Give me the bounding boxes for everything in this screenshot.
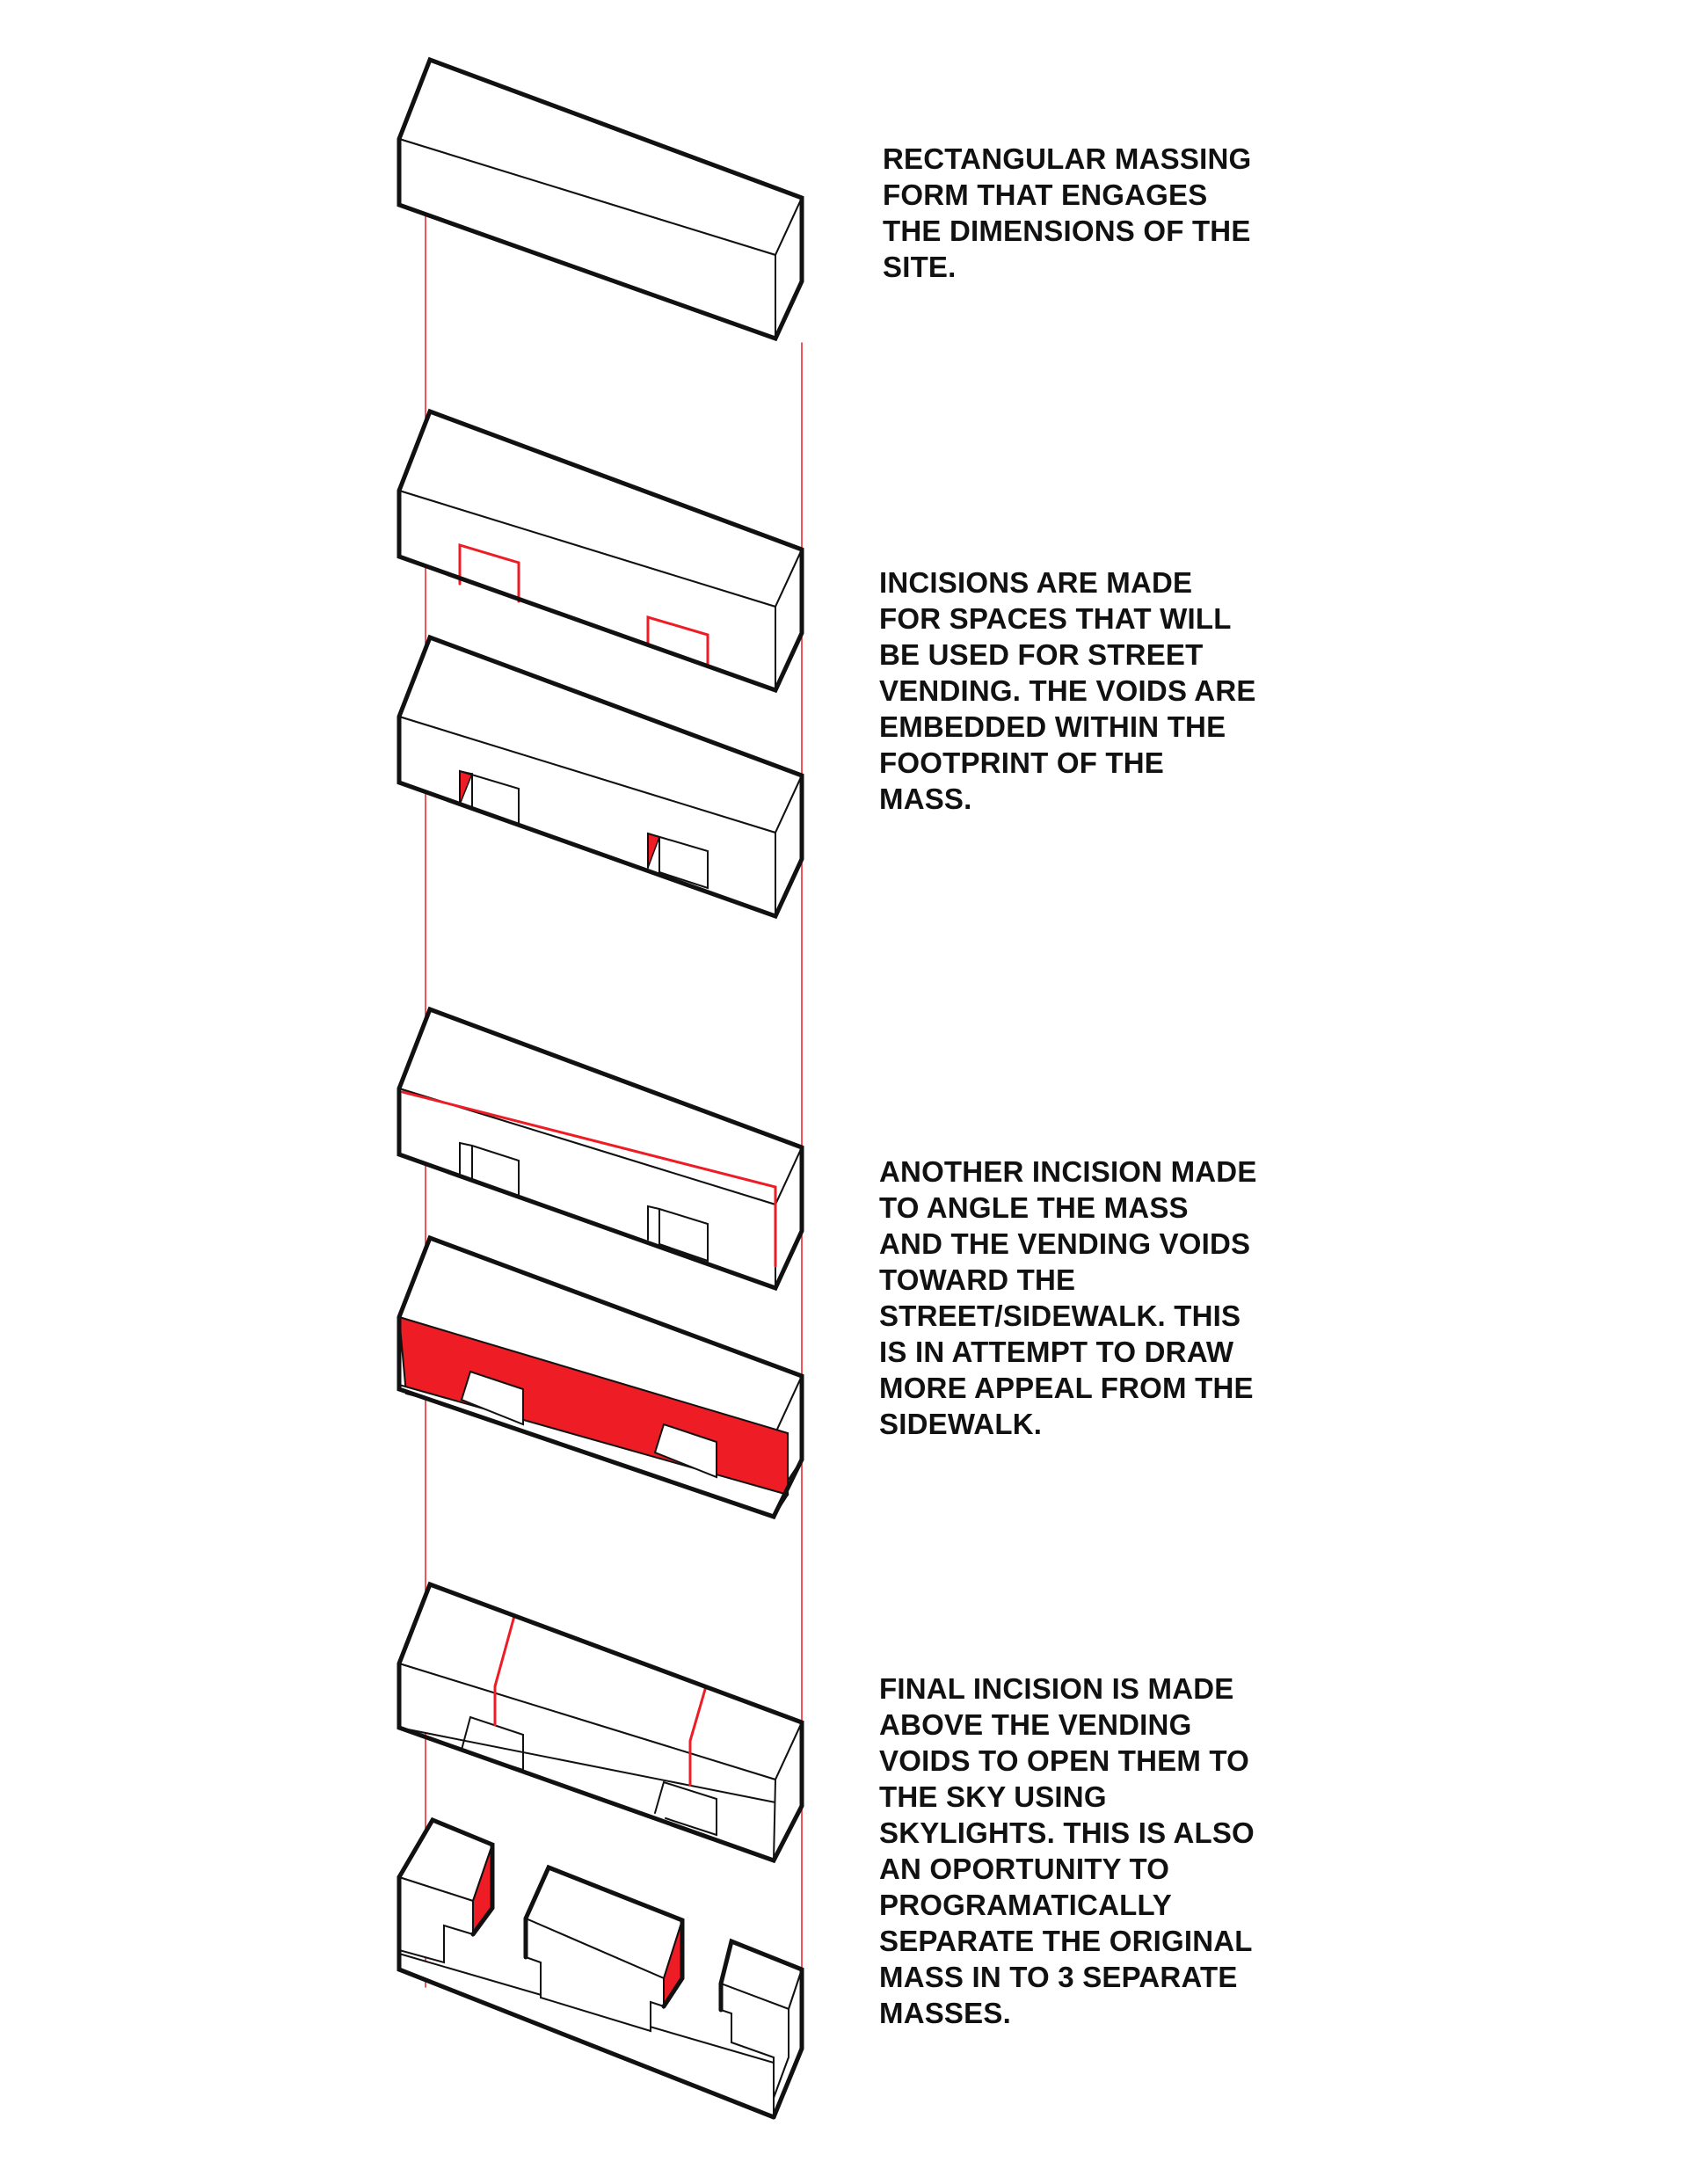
caption-stage-2: INCISIONS ARE MADE FOR SPACES THAT WILL BE USED FOR STREET VENDING. THE VOIDS ARE EMBEDDED WITHIN THE FOOTPRINT OF THE MASS. bbox=[879, 566, 1256, 815]
stage-6-skylight-incisions-marked bbox=[399, 1584, 802, 1860]
stage-5-angled-mass bbox=[399, 1238, 802, 1517]
caption-stage-1: RECTANGULAR MASSING FORM THAT ENGAGES THE DIMENSIONS OF THE SITE. bbox=[883, 142, 1252, 283]
stage-7-three-separate-masses bbox=[399, 1820, 802, 2117]
stage-1-rectangular-mass bbox=[399, 60, 802, 339]
stage-4-angle-incision-marked bbox=[399, 1009, 802, 1288]
caption-stage-3: ANOTHER INCISION MADE TO ANGLE THE MASS AND THE VENDING VOIDS TOWARD THE STREET/SIDEWALK. THIS IS IN ATTEMPT TO DRAW MORE APPEAL FROM THE SIDEWALK. bbox=[879, 1155, 1257, 1440]
caption-stage-4: FINAL INCISION IS MADE ABOVE THE VENDING VOIDS TO OPEN THEM TO THE SKY USING SKYLIGHTS. THIS IS ALSO AN OPORTUNITY TO PROGRAMATICALLY SEPARATE THE ORIGINAL MASS IN TO 3 SEPARATE MASSES. bbox=[879, 1672, 1255, 2029]
